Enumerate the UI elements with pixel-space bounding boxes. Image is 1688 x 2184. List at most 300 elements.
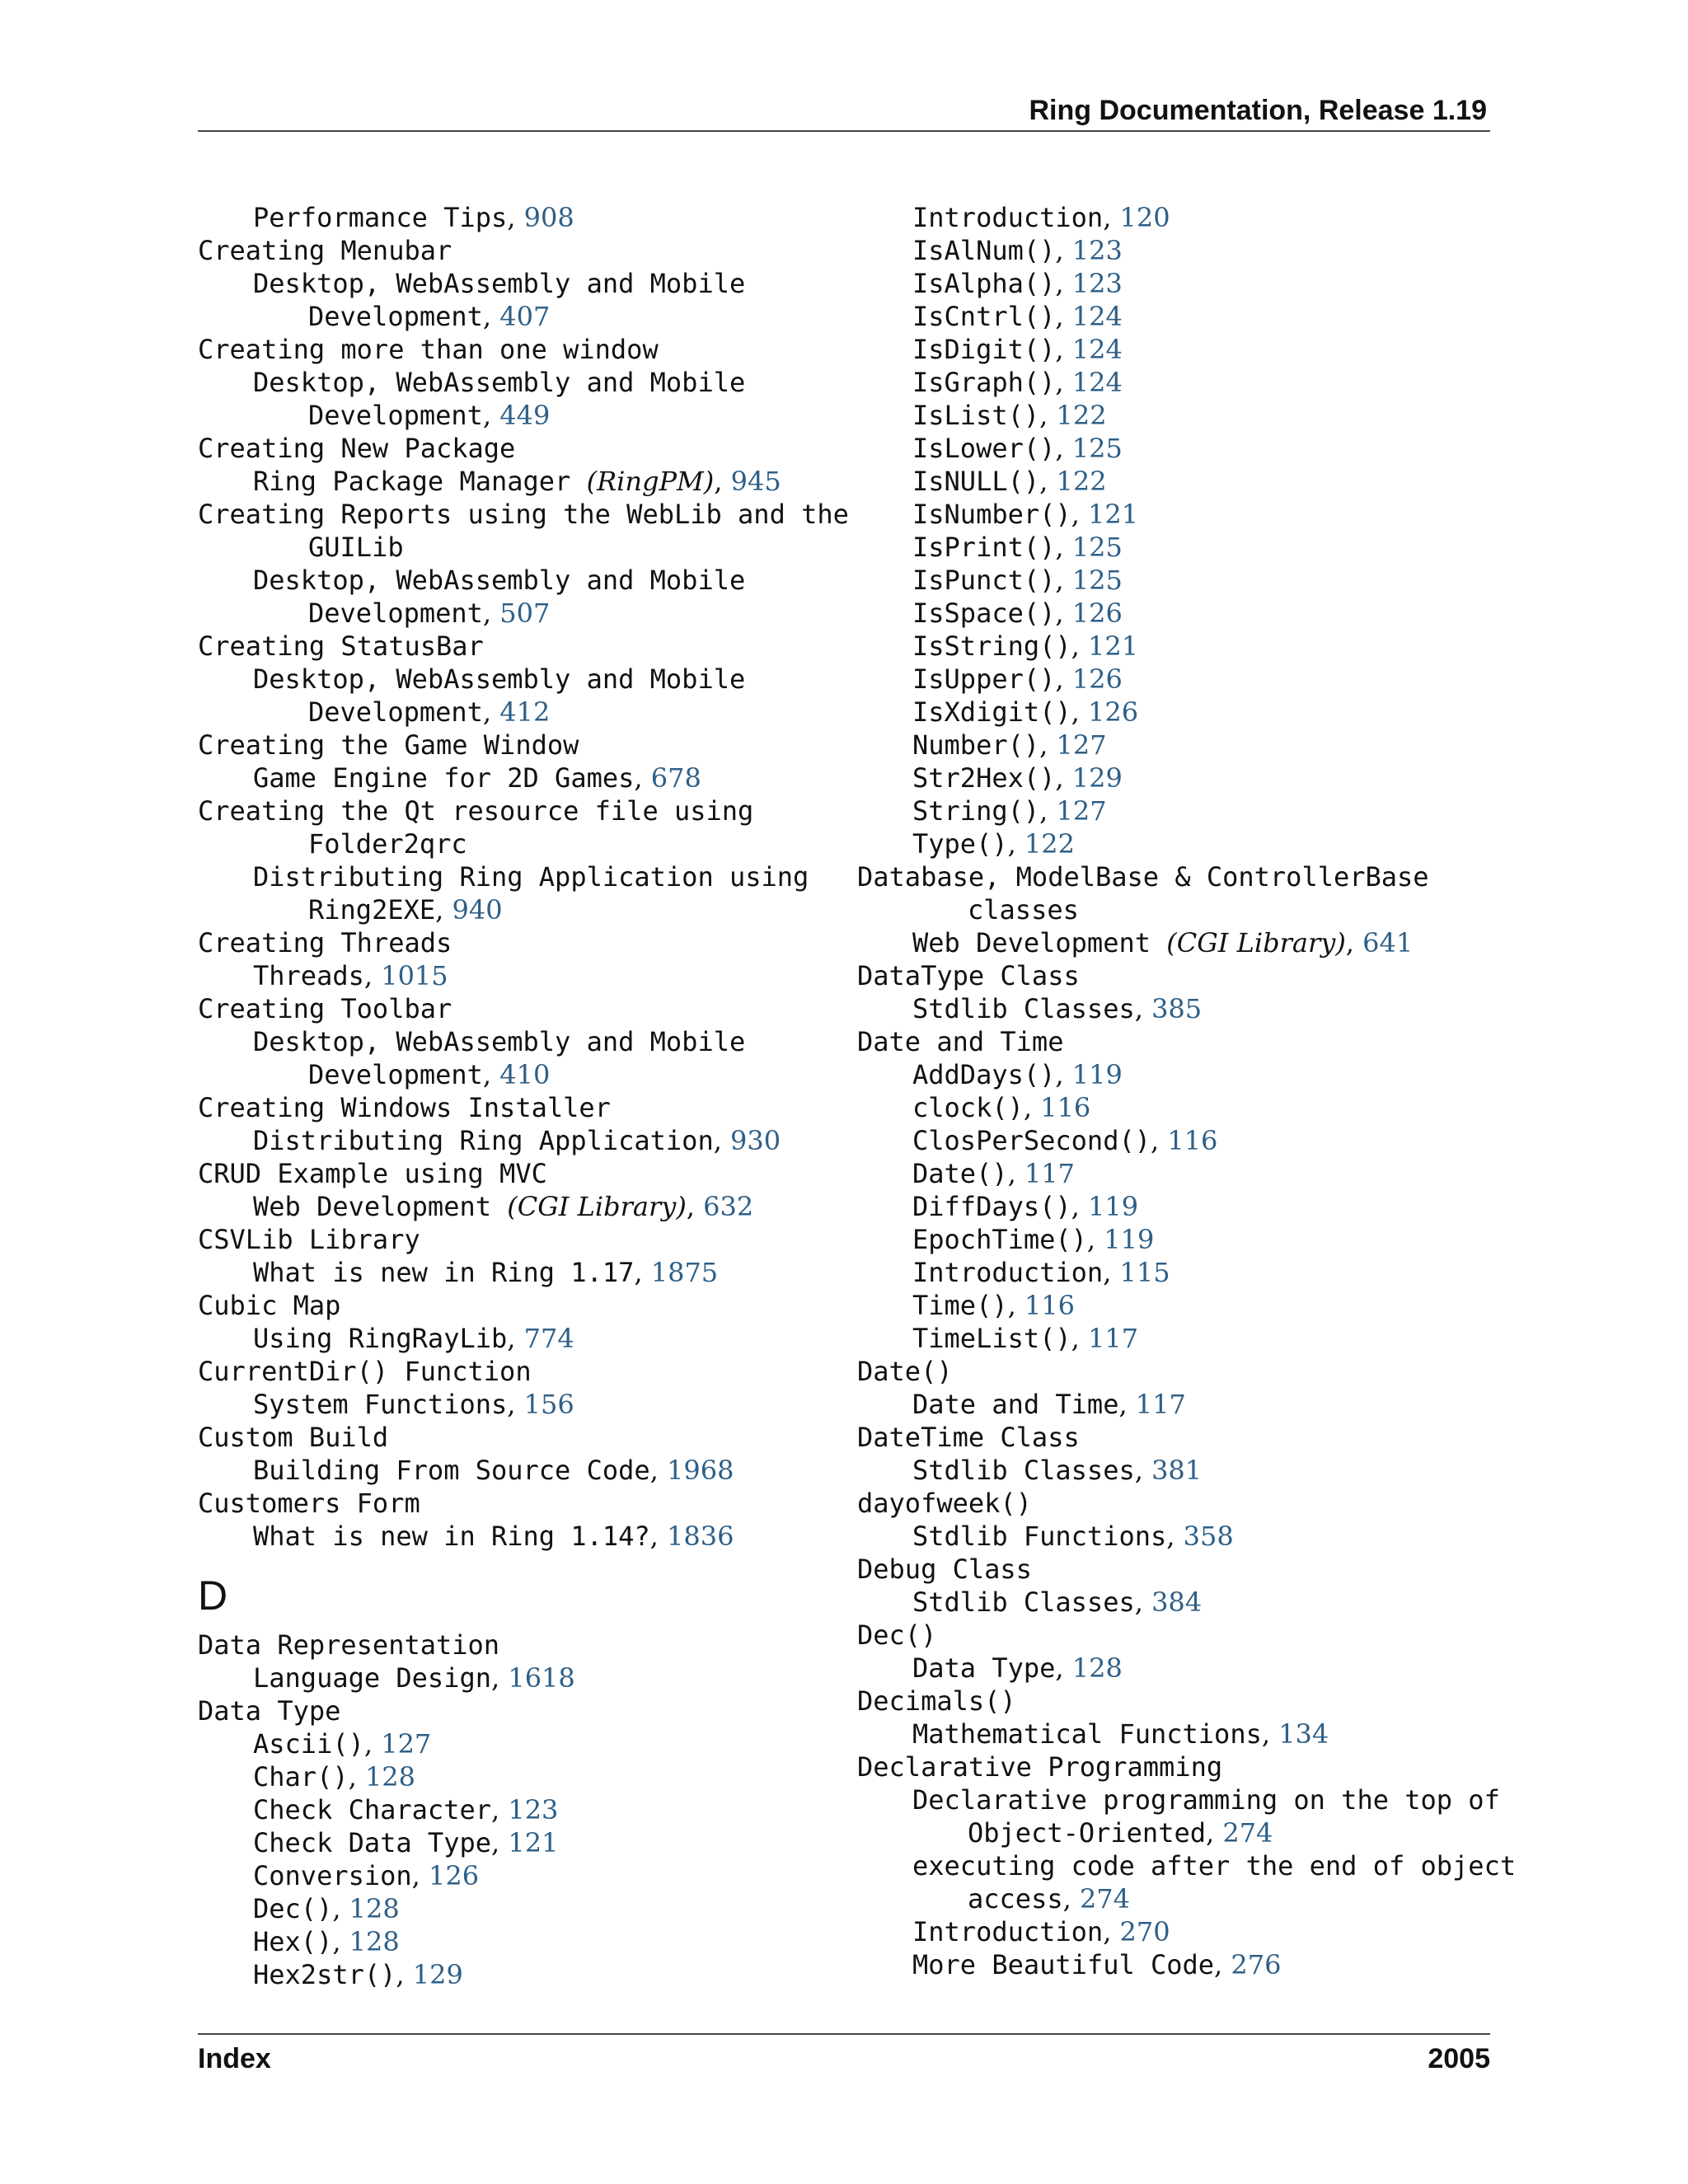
index-subentry xyxy=(857,300,1500,333)
index-entry xyxy=(198,234,841,267)
index-ref-separator: , xyxy=(1071,499,1088,530)
index-letter-heading: D xyxy=(198,1572,228,1619)
index-page-link[interactable]: 123 xyxy=(1071,235,1123,266)
index-entry-text: Web Development xyxy=(912,927,1167,958)
index-page-link[interactable]: 115 xyxy=(1119,1257,1170,1288)
index-subentry xyxy=(198,465,841,498)
index-page-link[interactable]: 128 xyxy=(349,1926,400,1957)
index-page-link[interactable]: 126 xyxy=(429,1860,480,1891)
index-ref-separator: , xyxy=(1055,334,1072,365)
index-ref-separator: , xyxy=(634,762,651,794)
index-page-link[interactable]: 134 xyxy=(1278,1718,1329,1750)
index-entry-text: Creating Toolbar xyxy=(198,993,452,1024)
index-ref-separator: , xyxy=(713,1125,731,1156)
index-entry-text: Ring2EXE xyxy=(308,894,436,926)
index-page-link[interactable]: 119 xyxy=(1071,1059,1123,1090)
index-ref-separator: , xyxy=(1062,1883,1080,1915)
index-subentry xyxy=(198,1454,841,1487)
index-entry xyxy=(198,1487,841,1520)
index-entry-text: Hex2str() xyxy=(253,1959,396,1990)
index-entry-text: IsCntrl() xyxy=(912,301,1056,332)
index-subentry xyxy=(198,1025,841,1058)
index-entry-text: Ascii() xyxy=(253,1728,364,1760)
index-entry xyxy=(857,860,1500,893)
index-page-link[interactable]: 908 xyxy=(523,202,574,233)
index-entry-text: EpochTime() xyxy=(912,1224,1087,1255)
index-subentry xyxy=(857,1322,1500,1355)
index-entry-text: IsList() xyxy=(912,400,1040,431)
index-ref-separator: , xyxy=(1055,367,1072,398)
index-page-link[interactable]: 123 xyxy=(508,1794,559,1825)
index-ref-separator: , xyxy=(1103,1257,1120,1288)
index-subentry xyxy=(857,366,1500,399)
index-subentry xyxy=(857,1882,1500,1915)
index-page-link[interactable]: 127 xyxy=(1056,795,1107,827)
index-ref-separator: , xyxy=(1134,1586,1152,1618)
index-subentry xyxy=(857,794,1500,827)
index-ref-separator: , xyxy=(1039,795,1057,827)
index-subentry xyxy=(857,1091,1500,1124)
index-entry-text: Mathematical Functions xyxy=(912,1718,1262,1750)
index-page-link[interactable]: 122 xyxy=(1056,400,1107,431)
index-page-link[interactable]: 117 xyxy=(1088,1323,1139,1354)
index-entry-text: Desktop, WebAssembly and Mobile xyxy=(253,1026,746,1057)
index-ref-separator: , xyxy=(1071,1323,1088,1354)
index-entry xyxy=(857,1685,1500,1718)
index-entry-text: Dec() xyxy=(857,1619,937,1651)
index-ref-separator: , xyxy=(348,1761,365,1793)
index-ref-separator: , xyxy=(1055,1652,1072,1684)
index-subentry xyxy=(198,597,841,630)
index-ref-separator: , xyxy=(490,1794,509,1825)
index-ref-separator: , xyxy=(1055,268,1072,299)
index-page-link[interactable]: 125 xyxy=(1071,532,1123,563)
index-entry-text: Creating Windows Installer xyxy=(198,1092,611,1123)
index-page-link[interactable]: 119 xyxy=(1088,1191,1139,1222)
index-entry-text: IsString() xyxy=(912,630,1071,662)
index-entry xyxy=(198,1289,841,1322)
index-subentry xyxy=(857,597,1500,630)
index-page-link[interactable]: 127 xyxy=(381,1728,432,1760)
index-entry-text: Check Character xyxy=(253,1794,491,1825)
index-ref-separator: , xyxy=(332,1926,349,1957)
index-subentry xyxy=(198,1727,841,1760)
index-subentry xyxy=(857,333,1500,366)
index-page-link[interactable]: 774 xyxy=(523,1323,574,1354)
index-subentry xyxy=(857,1586,1500,1619)
index-page-link[interactable]: 116 xyxy=(1040,1092,1091,1123)
index-entry-text: TimeList() xyxy=(912,1323,1071,1354)
index-ref-separator: , xyxy=(332,1893,349,1924)
index-page-link[interactable]: 384 xyxy=(1151,1586,1203,1618)
footer-section-label: Index xyxy=(198,2043,271,2074)
index-entry-text: IsAlpha() xyxy=(912,268,1056,299)
index-entry-text: Distributing Ring Application xyxy=(253,1125,714,1156)
index-entry-text: Decimals() xyxy=(857,1685,1016,1717)
index-page-link[interactable]: 678 xyxy=(650,762,701,794)
index-page-link[interactable]: 1968 xyxy=(666,1455,734,1486)
index-page-link[interactable]: 385 xyxy=(1151,993,1203,1024)
index-subentry xyxy=(198,663,841,696)
index-page-link[interactable]: 381 xyxy=(1151,1455,1203,1486)
index-entry-text: Introduction xyxy=(912,1257,1104,1288)
index-entry xyxy=(198,432,841,465)
index-entry-text: Check Data Type xyxy=(253,1827,491,1858)
index-subentry xyxy=(198,1322,841,1355)
index-entry-text: IsPrint() xyxy=(912,532,1056,563)
index-ref-separator: , xyxy=(1261,1718,1279,1750)
index-page-link[interactable]: 507 xyxy=(499,598,551,629)
page-header-title: Ring Documentation, Release 1.19 xyxy=(1029,95,1487,126)
index-ref-separator: , xyxy=(714,466,731,497)
index-page-link[interactable]: 449 xyxy=(499,400,551,431)
index-subentry xyxy=(857,1520,1500,1553)
index-entry-text: Desktop, WebAssembly and Mobile xyxy=(253,663,746,695)
index-subentry xyxy=(198,531,841,564)
index-page-link[interactable]: 121 xyxy=(1088,499,1139,530)
index-entry-text: System Functions xyxy=(253,1389,508,1420)
index-subentry xyxy=(198,959,841,992)
index-entry-text: Using RingRayLib xyxy=(253,1323,508,1354)
index-entry-text: Language Design xyxy=(253,1662,491,1694)
index-entry-text: Char() xyxy=(253,1761,349,1793)
index-subentry xyxy=(198,1760,841,1793)
index-subentry xyxy=(857,1454,1500,1487)
index-entry-text: Web Development xyxy=(253,1191,508,1222)
index-page-link[interactable]: 123 xyxy=(1071,268,1123,299)
index-ref-separator: , xyxy=(649,1455,667,1486)
index-page-link[interactable]: 156 xyxy=(523,1389,574,1420)
index-entry-text: Type() xyxy=(912,828,1008,860)
index-page-link[interactable]: 129 xyxy=(1071,762,1123,794)
index-subentry xyxy=(857,1157,1500,1190)
index-ref-separator: , xyxy=(1086,1224,1104,1255)
index-page-link[interactable]: 121 xyxy=(1088,630,1139,662)
index-page-link[interactable]: 274 xyxy=(1079,1883,1131,1915)
index-subentry xyxy=(198,1925,841,1958)
index-entry-text: Folder2qrc xyxy=(308,828,467,860)
index-entry xyxy=(198,630,841,663)
index-entry-text: Date and Time xyxy=(912,1389,1119,1420)
index-subentry xyxy=(198,762,841,794)
index-entry-text: classes xyxy=(968,894,1079,926)
index-entry-text: IsNULL() xyxy=(912,466,1040,497)
index-entry-qualifier: (CGI Library) xyxy=(507,1191,687,1222)
index-entry-text: IsAlNum() xyxy=(912,235,1056,266)
index-page-link[interactable]: 945 xyxy=(730,466,781,497)
index-subentry xyxy=(198,696,841,729)
index-subentry xyxy=(198,1892,841,1925)
index-ref-separator: , xyxy=(482,1059,500,1090)
index-page-link[interactable]: 407 xyxy=(499,301,551,332)
index-page-link[interactable]: 124 xyxy=(1071,301,1123,332)
index-entry xyxy=(198,1157,841,1190)
index-subentry xyxy=(857,498,1500,531)
index-subentry xyxy=(857,696,1500,729)
index-page-link[interactable]: 1015 xyxy=(381,960,448,991)
index-subentry xyxy=(857,1289,1500,1322)
index-entry-text: More Beautiful Code xyxy=(912,1949,1215,1980)
index-entry xyxy=(857,1421,1500,1454)
index-page-link[interactable]: 641 xyxy=(1362,927,1414,958)
index-entry-text: Introduction xyxy=(912,202,1104,233)
index-entry xyxy=(857,1750,1500,1783)
index-entry-text: executing code after the end of object xyxy=(912,1850,1517,1882)
index-entry-text: Stdlib Classes xyxy=(912,1455,1135,1486)
index-ref-separator: , xyxy=(482,301,500,332)
index-page-link[interactable]: 116 xyxy=(1024,1290,1076,1321)
index-entry-text: Date and Time xyxy=(857,1026,1064,1057)
index-entry-text: Time() xyxy=(912,1290,1008,1321)
index-subentry xyxy=(198,1256,841,1289)
index-page-link[interactable]: 126 xyxy=(1071,663,1123,695)
index-entry xyxy=(857,1025,1500,1058)
index-subentry xyxy=(857,1124,1500,1157)
index-subentry xyxy=(857,926,1500,959)
index-subentry xyxy=(198,201,841,234)
index-entry xyxy=(198,1629,841,1661)
index-subentry xyxy=(857,1388,1500,1421)
index-subentry xyxy=(857,399,1500,432)
index-page-link[interactable]: 129 xyxy=(412,1959,463,1990)
index-ref-separator: , xyxy=(507,1389,524,1420)
index-ref-separator: , xyxy=(482,400,500,431)
index-entry-text: Creating Reports using the WebLib and the xyxy=(198,499,849,530)
index-subentry xyxy=(857,1223,1500,1256)
index-page-link[interactable]: 1875 xyxy=(650,1257,719,1288)
index-entry xyxy=(198,498,849,531)
index-entry xyxy=(198,1694,841,1727)
index-column-right xyxy=(857,201,1517,1981)
index-entry-text: IsNumber() xyxy=(912,499,1071,530)
index-ref-separator: , xyxy=(686,1191,704,1222)
index-entry-text: What is new in Ring 1.17 xyxy=(253,1257,635,1288)
index-page-link[interactable]: 122 xyxy=(1056,466,1107,497)
index-subentry xyxy=(857,267,1500,300)
index-page-link[interactable]: 126 xyxy=(1071,598,1123,629)
index-entry-text: Dec() xyxy=(253,1893,333,1924)
index-page-link[interactable]: 117 xyxy=(1024,1158,1076,1189)
index-subentry xyxy=(857,729,1500,762)
index-ref-separator: , xyxy=(435,894,452,926)
index-entry xyxy=(198,926,841,959)
index-entry-text: Object-Oriented xyxy=(968,1817,1206,1849)
index-entry xyxy=(198,729,841,762)
index-entry-text: IsGraph() xyxy=(912,367,1056,398)
index-ref-separator: , xyxy=(1055,762,1072,794)
index-subentry xyxy=(857,564,1500,597)
index-page-link[interactable]: 276 xyxy=(1231,1949,1282,1980)
index-page-link[interactable]: 128 xyxy=(1071,1652,1123,1684)
index-entry-text: IsSpace() xyxy=(912,598,1056,629)
index-page-link[interactable]: 126 xyxy=(1088,696,1139,728)
index-entry xyxy=(198,794,841,827)
index-page-link[interactable]: 410 xyxy=(499,1059,551,1090)
index-entry-text: Customers Form xyxy=(198,1488,420,1519)
index-ref-separator: , xyxy=(1205,1817,1223,1849)
index-entry-text: Custom Build xyxy=(198,1422,389,1453)
index-entry-text: Distributing Ring Application using xyxy=(253,861,809,893)
index-page-link[interactable]: 274 xyxy=(1222,1817,1273,1849)
index-entry-text: Creating New Package xyxy=(198,433,516,464)
index-subentry xyxy=(198,366,841,399)
index-subentry xyxy=(857,893,1500,926)
index-subentry xyxy=(857,992,1500,1025)
index-entry-text: CSVLib Library xyxy=(198,1224,420,1255)
index-entry-text: What is new in Ring 1.14? xyxy=(253,1521,650,1552)
index-ref-separator: , xyxy=(396,1959,413,1990)
index-page-link[interactable]: 128 xyxy=(349,1893,400,1924)
index-ref-separator: , xyxy=(1214,1949,1231,1980)
index-ref-separator: , xyxy=(1055,532,1072,563)
index-page-link[interactable]: 119 xyxy=(1104,1224,1155,1255)
index-entry-text: Creating the Qt resource file using xyxy=(198,795,754,827)
index-entry xyxy=(198,1355,841,1388)
index-entry xyxy=(198,333,841,366)
index-ref-separator: , xyxy=(1055,433,1072,464)
index-page-link[interactable]: 1836 xyxy=(666,1521,734,1552)
index-entry-text: Building From Source Code xyxy=(253,1455,650,1486)
index-subentry xyxy=(198,300,841,333)
index-entry-text: GUILib xyxy=(308,532,404,563)
index-subentry xyxy=(198,893,841,926)
index-page-link[interactable]: 127 xyxy=(1056,729,1107,761)
index-entry-text: Development xyxy=(308,696,483,728)
index-entry-text: Game Engine for 2D Games xyxy=(253,762,635,794)
index-ref-separator: , xyxy=(1023,1092,1041,1123)
index-entry-text: Creating Menubar xyxy=(198,235,452,266)
index-entry-text: Declarative Programming xyxy=(857,1751,1223,1783)
index-entry-text: Date() xyxy=(857,1356,953,1387)
index-subentry xyxy=(857,1652,1500,1685)
index-entry-text: IsLower() xyxy=(912,433,1056,464)
index-ref-separator: , xyxy=(1039,466,1057,497)
index-page-link[interactable]: 940 xyxy=(452,894,503,926)
index-entry-text: CRUD Example using MVC xyxy=(198,1158,547,1189)
index-page-link[interactable]: 116 xyxy=(1167,1125,1218,1156)
index-page-link[interactable]: 1618 xyxy=(508,1662,575,1694)
index-entry-text: Desktop, WebAssembly and Mobile xyxy=(253,565,746,596)
index-page-link[interactable]: 358 xyxy=(1183,1521,1234,1552)
index-subentry xyxy=(198,1661,841,1694)
index-page-link[interactable]: 128 xyxy=(364,1761,416,1793)
index-page-link[interactable]: 125 xyxy=(1071,433,1123,464)
index-entry-text: CurrentDir() Function xyxy=(198,1356,532,1387)
index-entry-qualifier: (CGI Library) xyxy=(1166,927,1346,958)
index-entry-text: IsUpper() xyxy=(912,663,1056,695)
index-entry xyxy=(857,1553,1500,1586)
index-subentry xyxy=(857,1915,1500,1948)
index-subentry xyxy=(857,663,1500,696)
index-page-link[interactable]: 412 xyxy=(499,696,551,728)
index-entry-text: access xyxy=(968,1883,1063,1915)
index-ref-separator: , xyxy=(482,696,500,728)
index-ref-separator: , xyxy=(1118,1389,1136,1420)
index-ref-separator: , xyxy=(1150,1125,1168,1156)
index-column-left xyxy=(198,201,849,1991)
index-ref-separator: , xyxy=(1007,1158,1025,1189)
index-subentry xyxy=(198,860,841,893)
index-subentry xyxy=(857,1190,1500,1223)
index-subentry xyxy=(857,762,1500,794)
index-ref-separator: , xyxy=(1345,927,1363,958)
index-entry-text: Number() xyxy=(912,729,1040,761)
index-page-link[interactable]: 930 xyxy=(730,1125,781,1156)
index-entry-text: Threads xyxy=(253,960,364,991)
index-entry-text: IsXdigit() xyxy=(912,696,1071,728)
index-ref-separator: , xyxy=(482,598,500,629)
index-entry-text: Hex() xyxy=(253,1926,333,1957)
index-entry-text: Stdlib Classes xyxy=(912,993,1135,1024)
index-subentry xyxy=(857,432,1500,465)
index-page-link[interactable]: 270 xyxy=(1119,1916,1170,1947)
index-entry xyxy=(857,1619,1500,1652)
index-ref-separator: , xyxy=(634,1257,651,1288)
index-ref-separator: , xyxy=(1055,301,1072,332)
index-entry-text: DateTime Class xyxy=(857,1422,1080,1453)
index-entry-text: Cubic Map xyxy=(198,1290,341,1321)
index-entry-text: Data Type xyxy=(912,1652,1056,1684)
index-ref-separator: , xyxy=(1055,663,1072,695)
index-page-link[interactable]: 125 xyxy=(1071,565,1123,596)
index-ref-separator: , xyxy=(1071,630,1088,662)
index-subentry xyxy=(198,1826,841,1859)
index-ref-separator: , xyxy=(507,1323,524,1354)
index-entry-text: Performance Tips xyxy=(253,202,508,233)
index-entry-text: DiffDays() xyxy=(912,1191,1071,1222)
header-divider xyxy=(198,130,1490,132)
index-subentry xyxy=(198,1058,841,1091)
index-subentry xyxy=(857,1849,1517,1882)
index-entry-text: Creating the Game Window xyxy=(198,729,579,761)
index-page-link[interactable]: 632 xyxy=(703,1191,754,1222)
index-page-link[interactable]: 117 xyxy=(1135,1389,1186,1420)
index-ref-separator: , xyxy=(1039,729,1057,761)
index-entry-text: Development xyxy=(308,598,483,629)
index-entry-text: Debug Class xyxy=(857,1554,1032,1585)
index-ref-separator: , xyxy=(490,1662,509,1694)
index-subentry xyxy=(198,1124,841,1157)
index-entry-text: Development xyxy=(308,400,483,431)
index-subentry xyxy=(198,1190,841,1223)
index-entry-text: Development xyxy=(308,1059,483,1090)
index-entry-text: clock() xyxy=(912,1092,1024,1123)
index-page-link[interactable]: 122 xyxy=(1024,828,1076,860)
index-subentry xyxy=(198,1388,841,1421)
index-page-link[interactable]: 124 xyxy=(1071,334,1123,365)
index-subentry xyxy=(857,827,1500,860)
index-entry-text: Desktop, WebAssembly and Mobile xyxy=(253,367,746,398)
index-ref-separator: , xyxy=(411,1860,429,1891)
index-page-link[interactable]: 120 xyxy=(1119,202,1170,233)
index-ref-separator: , xyxy=(1071,696,1088,728)
index-entry-text: Ring Package Manager xyxy=(253,466,587,497)
index-subentry xyxy=(857,465,1500,498)
index-ref-separator: , xyxy=(363,1728,382,1760)
index-subentry xyxy=(857,1816,1500,1849)
index-entry xyxy=(198,992,841,1025)
index-ref-separator: , xyxy=(1007,1290,1025,1321)
index-entry-text: Stdlib Functions xyxy=(912,1521,1167,1552)
index-subentry xyxy=(857,1948,1500,1981)
index-subentry xyxy=(198,1793,841,1826)
index-subentry xyxy=(857,630,1500,663)
index-entry-text: dayofweek() xyxy=(857,1488,1032,1519)
index-subentry xyxy=(198,1859,841,1892)
index-page-link[interactable]: 121 xyxy=(508,1827,559,1858)
index-page-link[interactable]: 124 xyxy=(1071,367,1123,398)
index-entry-text: DataType Class xyxy=(857,960,1080,991)
